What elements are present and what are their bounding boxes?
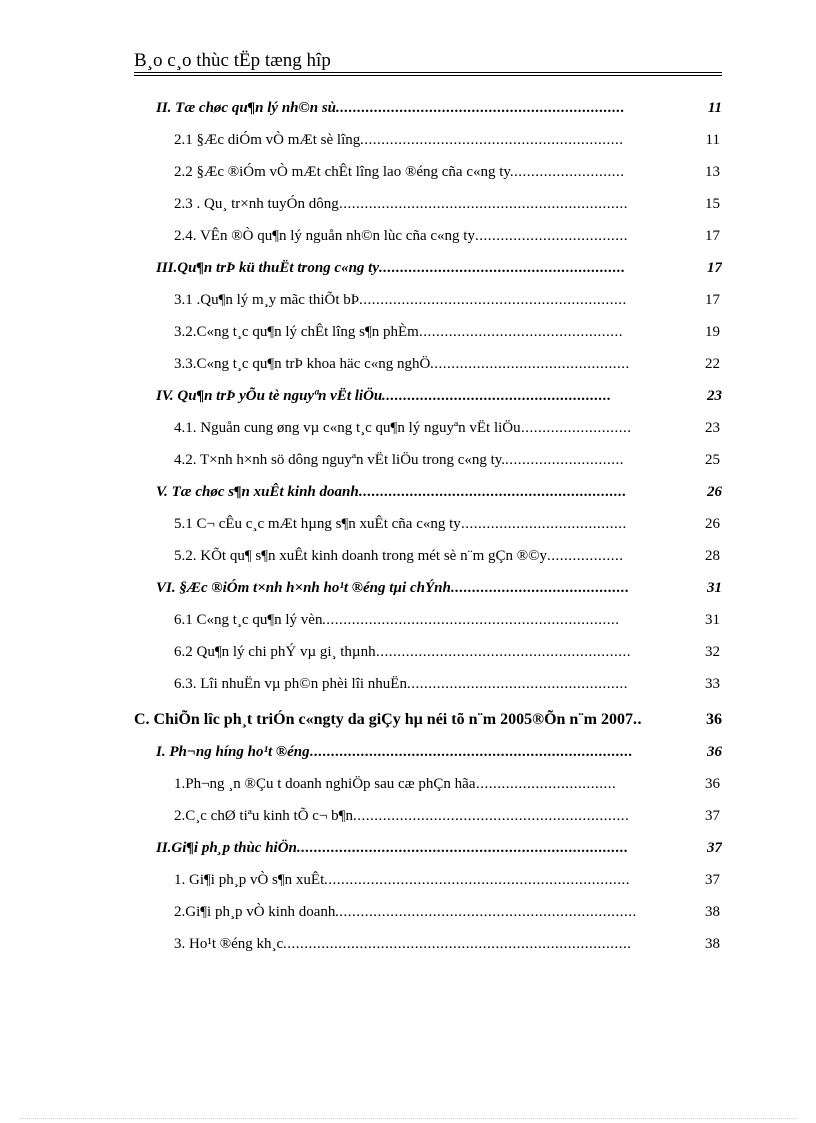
toc-leader-dots: .................................................................... (339, 196, 628, 212)
toc-page-number: 36 (707, 744, 722, 760)
toc-subentry (174, 610, 720, 630)
toc-leader-dots: ............................ (505, 452, 624, 468)
toc-subentry (174, 322, 720, 342)
toc-leader-dots: ............................................................ (376, 644, 631, 660)
toc-page-number: 33 (705, 676, 720, 692)
toc-entry-title: 6.1 C«ng t¸c qu¶n lý vèn (174, 612, 323, 628)
toc-page-number: 17 (707, 260, 722, 276)
toc-subentry (174, 546, 720, 566)
toc-section-entry (156, 578, 722, 598)
toc-leader-dots: .............................................................. (360, 132, 624, 148)
toc-subentry (174, 194, 720, 214)
toc-leader-dots: ....................................................................... (335, 904, 637, 920)
toc-page-number: 38 (705, 936, 720, 952)
toc-page-number: 37 (707, 840, 722, 856)
toc-leader-dots: .............................................................................. (297, 840, 629, 856)
toc-page-number: 28 (705, 548, 720, 564)
toc-entry-title: V. Tæ chøc s¶n xuÊt kinh doanh (156, 484, 359, 500)
toc-page-number: 37 (705, 808, 720, 824)
toc-section-entry (156, 386, 722, 406)
toc-subentry (174, 162, 720, 182)
header-rule-thin (134, 75, 722, 76)
toc-leader-dots: ................................. (476, 776, 617, 792)
toc-leader-dots: .......................................... (451, 580, 630, 596)
toc-leader-dots: .................. (547, 548, 624, 564)
toc-section-entry (156, 258, 722, 278)
toc-entry-title: 1. Gi¶i ph¸p vÒ s¶n xuÊt (174, 872, 325, 888)
toc-page-number: 23 (707, 388, 722, 404)
toc-page-number: 19 (705, 324, 720, 340)
header-title: B¸o c¸o thùc tËp tæng hîp (134, 50, 331, 71)
toc-leader-dots: ...................................................... (382, 388, 612, 404)
toc-subentry (174, 774, 720, 794)
toc-page-number: 26 (707, 484, 722, 500)
toc-entry-title: 2.4. VÊn ®Ò qu¶n lý nguån nh©n lùc cña c«ng ty (174, 228, 475, 244)
toc-leader-dots: ............................................................................ (310, 744, 633, 760)
toc-leader-dots: .................................................................... (336, 100, 625, 116)
toc-subentry (174, 354, 720, 374)
toc-subentry (174, 418, 720, 438)
toc-subentry (174, 642, 720, 662)
toc-leader-dots: ....................................... (461, 516, 627, 532)
toc-page-number: 36 (706, 711, 722, 728)
toc-subentry (174, 806, 720, 826)
toc-subentry (174, 226, 720, 246)
toc-entry-title: 5.1 C¬ cÊu c¸c mÆt hµng s¶n xuÊt cña c«ng ty (174, 516, 461, 532)
toc-page-number: 17 (705, 292, 720, 308)
toc-section-entry (156, 838, 722, 858)
toc-leader-dots: .......................................................... (379, 260, 626, 276)
page-bottom-divider (20, 1118, 796, 1119)
toc-subentry (174, 290, 720, 310)
toc-entry-title: 2.Gi¶i ph¸p vÒ kinh doanh (174, 904, 336, 920)
toc-leader-dots: .. (633, 711, 642, 728)
toc-page-number: 13 (705, 164, 720, 180)
toc-entry-title: 1.Ph¬ng ¸n ®Çu t doanh nghiÖp sau cæ phÇn hãa (174, 776, 476, 792)
toc-leader-dots: .................................................................................. (283, 936, 632, 952)
toc-leader-dots: ................................................................. (353, 808, 630, 824)
toc-subentry (174, 902, 720, 922)
toc-entry-title: II.Gi¶i ph¸p thùc hiÖn (156, 840, 297, 856)
toc-page-number: 11 (707, 100, 722, 116)
toc-leader-dots: .......................... (514, 164, 625, 180)
toc-page-number: 38 (705, 904, 720, 920)
toc-entry-title: VI. §Æc ®iÓm t×nh h×nh ho¹t ®éng tµi chÝnh (156, 580, 451, 596)
toc-entry-title: 3.3.C«ng t¸c qu¶n trÞ khoa häc c«ng nghÖ (174, 356, 431, 372)
toc-page-number: 15 (705, 196, 720, 212)
toc-section-entry (134, 710, 722, 730)
toc-entry-title: 5.2. KÕt qu¶ s¶n xuÊt kinh doanh trong mét sè n¨m gÇn ®©y (174, 548, 548, 564)
toc-entry-title: I. Ph¬ng híng ho¹t ®éng (156, 744, 310, 760)
toc-page-number: 11 (705, 132, 720, 148)
toc-entry-title: 6.2 Qu¶n lý chi phÝ vµ gi¸ thµnh (174, 644, 376, 660)
toc-leader-dots: ........................................................................ (324, 872, 630, 888)
toc-leader-dots: .................................................... (407, 676, 628, 692)
toc-leader-dots: ............................................... (430, 356, 630, 372)
toc-subentry (174, 674, 720, 694)
toc-page-number: 23 (705, 420, 720, 436)
toc-section-entry (156, 482, 722, 502)
toc-page-number: 26 (705, 516, 720, 532)
toc-entry-title: IV. Qu¶n trÞ yÕu tè nguyªn vËt liÖu (156, 388, 383, 404)
toc-page-number: 32 (705, 644, 720, 660)
toc-leader-dots: ............................................................... (359, 292, 627, 308)
toc-leader-dots: ...................................................................... (322, 612, 620, 628)
toc-entry-title: 2.3 . Qu¸ tr×nh tuyÓn dông (174, 196, 339, 212)
toc-entry-title: C. ChiÕn lîc ph¸t triÓn c«ngty da giÇy hµ néi tõ n¨m 2005®Õn n¨m 2007 (134, 711, 633, 728)
toc-leader-dots: .......................... (521, 420, 632, 436)
toc-entry-title: 2.C¸c chØ tiªu kinh tÕ c¬ b¶n (174, 808, 353, 824)
toc-page-number: 31 (705, 612, 720, 628)
toc-page-number: 25 (705, 452, 720, 468)
toc-section-entry (156, 742, 722, 762)
toc-subentry (174, 870, 720, 890)
toc-subentry (174, 514, 720, 534)
toc-entry-title: 4.2. T×nh h×nh sö dông nguyªn vËt liÖu trong c«ng ty. (174, 452, 506, 468)
toc-entry-title: 3.1 .Qu¶n lý m¸y mãc thiÕt bÞ (174, 292, 360, 308)
toc-entry-title: 3. Ho¹t ®éng kh¸c (174, 936, 284, 952)
page-header (134, 50, 722, 76)
toc-subentry (174, 934, 720, 954)
toc-entry-title: 6.3. Lîi nhuËn vµ ph©n phèi lîi nhuËn (174, 676, 407, 692)
toc-page-number: 31 (707, 580, 722, 596)
toc-entry-title: 2.2 §Æc ®iÓm vÒ mÆt chÊt lîng lao ®éng cña c«ng ty. (174, 164, 514, 180)
toc-leader-dots: .................................... (475, 228, 628, 244)
toc-section-entry (156, 98, 722, 118)
toc-page-number: 36 (705, 776, 720, 792)
toc-entry-title: 3.2.C«ng t¸c qu¶n lý chÊt lîng s¶n phÈm (174, 324, 419, 340)
toc-entry-title: II. Tæ chøc qu¶n lý nh©n sù (156, 100, 336, 116)
toc-page-number: 37 (705, 872, 720, 888)
toc-entry-title: 4.1. Nguån cung øng vµ c«ng t¸c qu¶n lý nguyªn vËt liÖu (174, 420, 521, 436)
toc-entry-title: 2.1 §Æc diÓm vÒ mÆt sè lîng (174, 132, 361, 148)
toc-leader-dots: ............................................................... (359, 484, 627, 500)
toc-page-number: 22 (705, 356, 720, 372)
toc-subentry (174, 450, 720, 470)
header-rule-thick (134, 72, 722, 73)
toc-page-number: 17 (705, 228, 720, 244)
toc-leader-dots: ................................................ (419, 324, 623, 340)
toc-entry-title: III.Qu¶n trÞ kü thuËt trong c«ng ty (156, 260, 379, 276)
toc-subentry (174, 130, 720, 150)
